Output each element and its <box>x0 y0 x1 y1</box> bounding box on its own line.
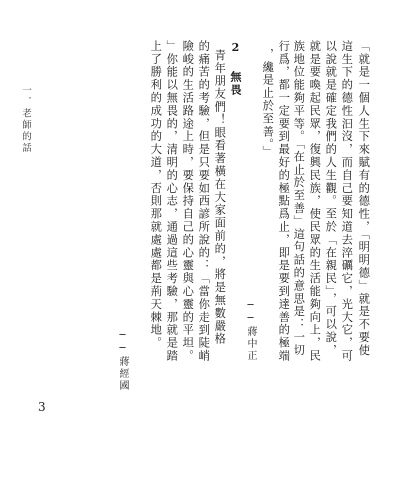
section1-line-6: 行爲，都一定要到最好的極點爲止，即是要到達善的極端 <box>277 40 291 363</box>
section2-line-2: 的痛苦的考驗，但是只要如西諺所說的：「當你走到陡峭 <box>197 40 211 363</box>
section2-heading: 2 無畏 <box>229 41 242 97</box>
section1-signature: ──蔣中正 <box>245 300 256 362</box>
section1-line-2: 這生下的德性汩沒，而自己要知道去淬礪它，光大它，可 <box>340 40 354 363</box>
section2-line-4: 」你能以無畏的，清明的心志，通過這些考驗，那就是踏 <box>165 40 179 363</box>
section2-line-5: 上了勝利的成功的大道，否則那就處處都是荊天棘地。 <box>149 40 163 350</box>
section1-line-5: 族地位能夠平等。「在止於至善」這句話的意思是：一切 <box>292 40 306 357</box>
section2-line-1: 青年朋友們！眼看著橫在大家面前的，將是無數嚴格 <box>213 49 227 346</box>
section2-line-3: 險峻的生活路途上時，要保持自己的心靈與心靈的平坦。 <box>181 40 195 363</box>
page-number: 3 <box>38 400 46 414</box>
section1-line-4: 就是要喚起民眾，復興民族，使民眾的生活能夠向上，民 <box>308 40 322 363</box>
section1-line-1: 「就是一個人生下來賦有的德性，「明明德」就是不要使 <box>357 40 371 357</box>
section1-line-3: 以說就是確定我們的人生觀。至於「在親民」，可以說， <box>324 40 338 357</box>
section2-signature: ──蔣經國 <box>117 330 128 392</box>
section1-line-7: ，纔是止於至善。」 <box>261 48 275 159</box>
running-title: 一．老師的話 <box>20 85 31 154</box>
